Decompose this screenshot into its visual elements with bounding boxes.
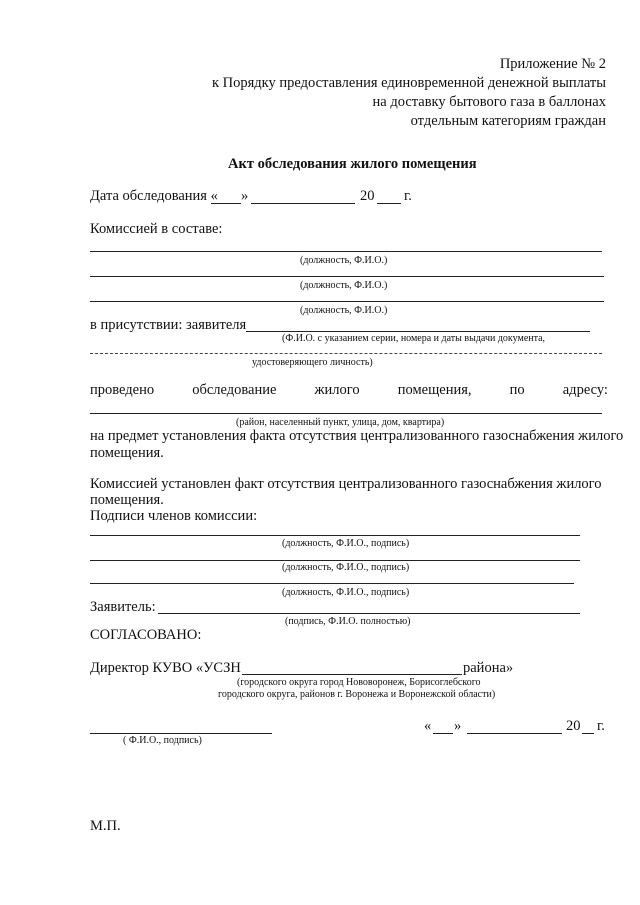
hint-sign-2: (должность, Ф.И.О., подпись) [282,562,410,573]
hint-district-2: городского округа, районов г. Воронежа и Воронежской области) [218,689,496,700]
commission-member-3-field[interactable] [90,301,604,302]
hint-sign-1: (должность, Ф.И.О., подпись) [282,538,410,549]
bottom-year-prefix: 20 [566,718,581,734]
director-district-field[interactable] [242,674,462,675]
applicant-label: Заявитель: [90,599,156,615]
hint-position-fio-3: (должность, Ф.И.О.) [300,305,388,316]
hint-fio-sign: ( Ф.И.О., подпись) [123,735,202,746]
year-prefix: 20 [360,188,375,204]
year-suffix: г. [404,188,412,204]
hint-sign-3: (должность, Ф.И.О., подпись) [282,587,410,598]
bottom-date-close-quote: » [454,718,462,734]
signature-3-field[interactable] [90,583,574,584]
bottom-date-open-quote: « [424,718,432,734]
stamp-place: М.П. [90,818,121,834]
word-1: проведено [90,382,155,398]
bottom-day-field[interactable] [433,733,453,734]
signature-2-field[interactable] [90,560,580,561]
director-signature-field[interactable] [90,733,272,734]
director-suffix: района» [463,660,514,676]
word-3: жилого [314,382,360,398]
purpose-line-2: помещения. [90,445,164,461]
hint-district-1: (городского округа город Нововоронеж, Борисоглебского [237,677,481,688]
signature-1-field[interactable] [90,535,580,536]
applicant-field[interactable] [246,331,590,332]
word-5: по [509,382,525,398]
year-field[interactable] [377,203,401,204]
presence-label: в присутствии: заявителя [90,317,247,333]
agreed-label: СОГЛАСОВАНО: [90,627,202,643]
hint-position-fio-2: (должность, Ф.И.О.) [300,280,388,291]
hint-sign-fio-full: (подпись, Ф.И.О. полностью) [285,616,411,627]
month-field[interactable] [251,203,355,204]
applicant-doc-field[interactable] [90,353,602,354]
survey-address-sentence [90,382,608,399]
appendix-line-2: к Порядку предоставления единовременной денежной выплаты [211,75,606,91]
purpose-line-1: на предмет установления факта отсутствия централизованного газоснабжения жилого [90,428,624,444]
commission-member-2-field[interactable] [90,276,604,277]
bottom-year-field[interactable] [582,733,594,734]
survey-date-label: Дата обследования « [90,188,218,204]
established-line-1: Комиссией установлен факт отсутствия централизованного газоснабжения жилого [90,476,602,492]
commission-member-1-field[interactable] [90,251,602,252]
document-title: Акт обследования жилого помещения [228,156,477,172]
director-label: Директор КУВО «УСЗН [90,660,241,676]
address-field[interactable] [90,413,602,414]
bottom-year-suffix: г. [597,718,605,734]
word-2: обследование [192,382,277,398]
commission-label: Комиссией в составе: [90,221,223,237]
appendix-line-3: на доставку бытового газа в баллонах [372,94,606,110]
hint-applicant-doc-2: удостоверяющего личность) [252,357,373,368]
word-4: помещения, [397,382,472,398]
established-line-2: помещения. [90,492,164,508]
date-close-quote: » [241,188,249,204]
word-6: адресу: [562,382,608,398]
appendix-number: Приложение № 2 [499,56,606,72]
appendix-line-4: отдельным категориям граждан [410,113,606,129]
signatures-label: Подписи членов комиссии: [90,508,258,524]
day-field[interactable] [211,203,241,204]
bottom-month-field[interactable] [467,733,562,734]
hint-address: (район, населенный пункт, улица, дом, квартира) [236,417,445,428]
hint-position-fio-1: (должность, Ф.И.О.) [300,255,388,266]
applicant-signature-field[interactable] [158,613,580,614]
hint-applicant-doc-1: (Ф.И.О. с указанием серии, номера и даты выдачи документа, [282,333,546,344]
